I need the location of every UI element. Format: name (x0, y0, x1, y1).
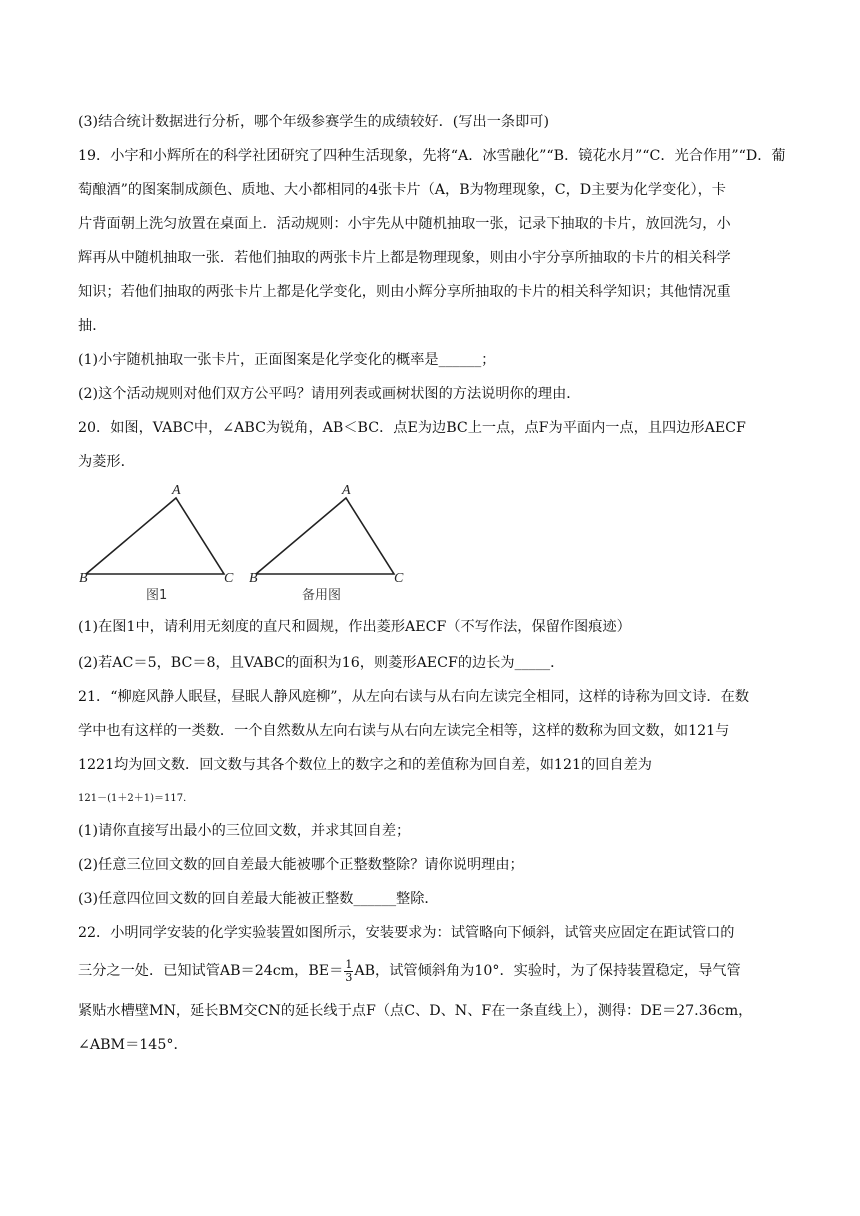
fraction-numerator: 1 (345, 957, 353, 971)
fraction-one-third (344, 959, 353, 984)
q19-line-3: 片背面朝上洗匀放置在桌面上．活动规则：小宇先从中随机抽取一张，记录下抽取的卡片，放回洗匀，小 (78, 216, 731, 232)
triangle-1 (86, 498, 224, 574)
q20-part2: (2)若AC＝5，BC＝8，且VABC的面积为16，则菱形AECF的边长为_____． (78, 655, 565, 671)
q19-line-6: 抽． (78, 318, 107, 334)
vertex-a-1: A (172, 483, 181, 498)
q21-line-2: 学中也有这样的一类数．一个自然数从左向右读与从右向左读完全相等，这样的数称为回文数，如121与 (78, 723, 730, 739)
q21-formula: 121－(1＋2＋1)＝117． (78, 793, 194, 804)
q19-line-2: 萄酿酒”的图案制成颜色、质地、大小都相同的4张卡片（A，B为物理现象，C，D主要为化学变化），卡 (78, 182, 726, 198)
vertex-b-2: B (249, 571, 258, 586)
figure-2-caption: 备用图 (302, 588, 342, 603)
q21-line-1: 21．“柳庭风静人眠昼，昼眠人静风庭柳”，从左向右读与从右向左读完全相同，这样的诗称为回文诗．在数 (78, 689, 750, 705)
q19-line-1: 19．小宇和小辉所在的科学社团研究了四种生活现象，先将“A．冰雪融化”“B．镜花水月”“C．光合作用”“D．葡 (78, 148, 786, 164)
q22-line-3: 紧贴水槽壁MN，延长BM交CN的延长线于点F（点C、D、N、F在一条直线上），测得：DE＝27.36cm， (78, 1003, 753, 1019)
vertex-c-2: C (394, 571, 404, 586)
triangle-figures (76, 478, 436, 608)
q21-part1: (1)请你直接写出最小的三位回文数，并求其回自差； (78, 823, 411, 839)
q22-line-4: ∠ABM＝145°． (78, 1037, 188, 1053)
q20-line-2: 为菱形． (78, 454, 135, 470)
q21-part2: (2)任意三位回文数的回自差最大能被哪个正整数整除？请你说明理由； (78, 857, 524, 873)
q19-line-4: 辉再从中随机抽取一张．若他们抽取的两张卡片上都是物理现象，则由小宇分享所抽取的卡片的相关科学 (78, 250, 731, 266)
q18-part3: (3)结合统计数据进行分析，哪个年级参赛学生的成绩较好．(写出一条即可) (78, 114, 549, 130)
vertex-b-1: B (79, 571, 88, 586)
figure-1-caption: 图1 (146, 588, 168, 603)
q19-part2: (2)这个活动规则对他们双方公平吗？请用列表或画树状图的方法说明你的理由． (78, 386, 581, 402)
figure-2 (249, 483, 404, 603)
q19-part1: (1)小宇随机抽取一张卡片，正面图案是化学变化的概率是______； (78, 352, 496, 368)
vertex-c-1: C (224, 571, 234, 586)
figure-1 (79, 483, 234, 603)
q19-line-5: 知识；若他们抽取的两张卡片上都是化学变化，则由小辉分享所抽取的卡片的相关科学知识；其他情况重 (78, 284, 731, 300)
q20-part1: (1)在图1中，请利用无刻度的直尺和圆规，作出菱形AECF（不写作法，保留作图痕迹） (78, 619, 631, 635)
q22-line-2b: AB，试管倾斜角为10°．实验时，为了保持装置稳定，导气管 (354, 963, 741, 979)
vertex-a-2: A (342, 483, 351, 498)
q22-line-2 (78, 957, 788, 985)
triangle-2 (256, 498, 394, 574)
q20-line-1: 20．如图，VABC中，∠ABC为锐角，AB＜BC．点E为边BC上一点，点F为平面内一点，且四边形AECF (78, 420, 746, 436)
q22-line-2a: 三分之一处．已知试管AB＝24cm，BE＝ (78, 963, 344, 979)
q21-part3: (3)任意四位回文数的回自差最大能被正整数______整除． (78, 891, 439, 907)
q22-line-1: 22．小明同学安装的化学实验装置如图所示，安装要求为：试管略向下倾斜，试管夹应固定在距试管口的 (78, 925, 735, 941)
q21-line-3: 1221均为回文数．回文数与其各个数位上的数字之和的差值称为回自差，如121的回自差为 (78, 757, 652, 773)
fraction-denominator: 3 (345, 970, 353, 984)
